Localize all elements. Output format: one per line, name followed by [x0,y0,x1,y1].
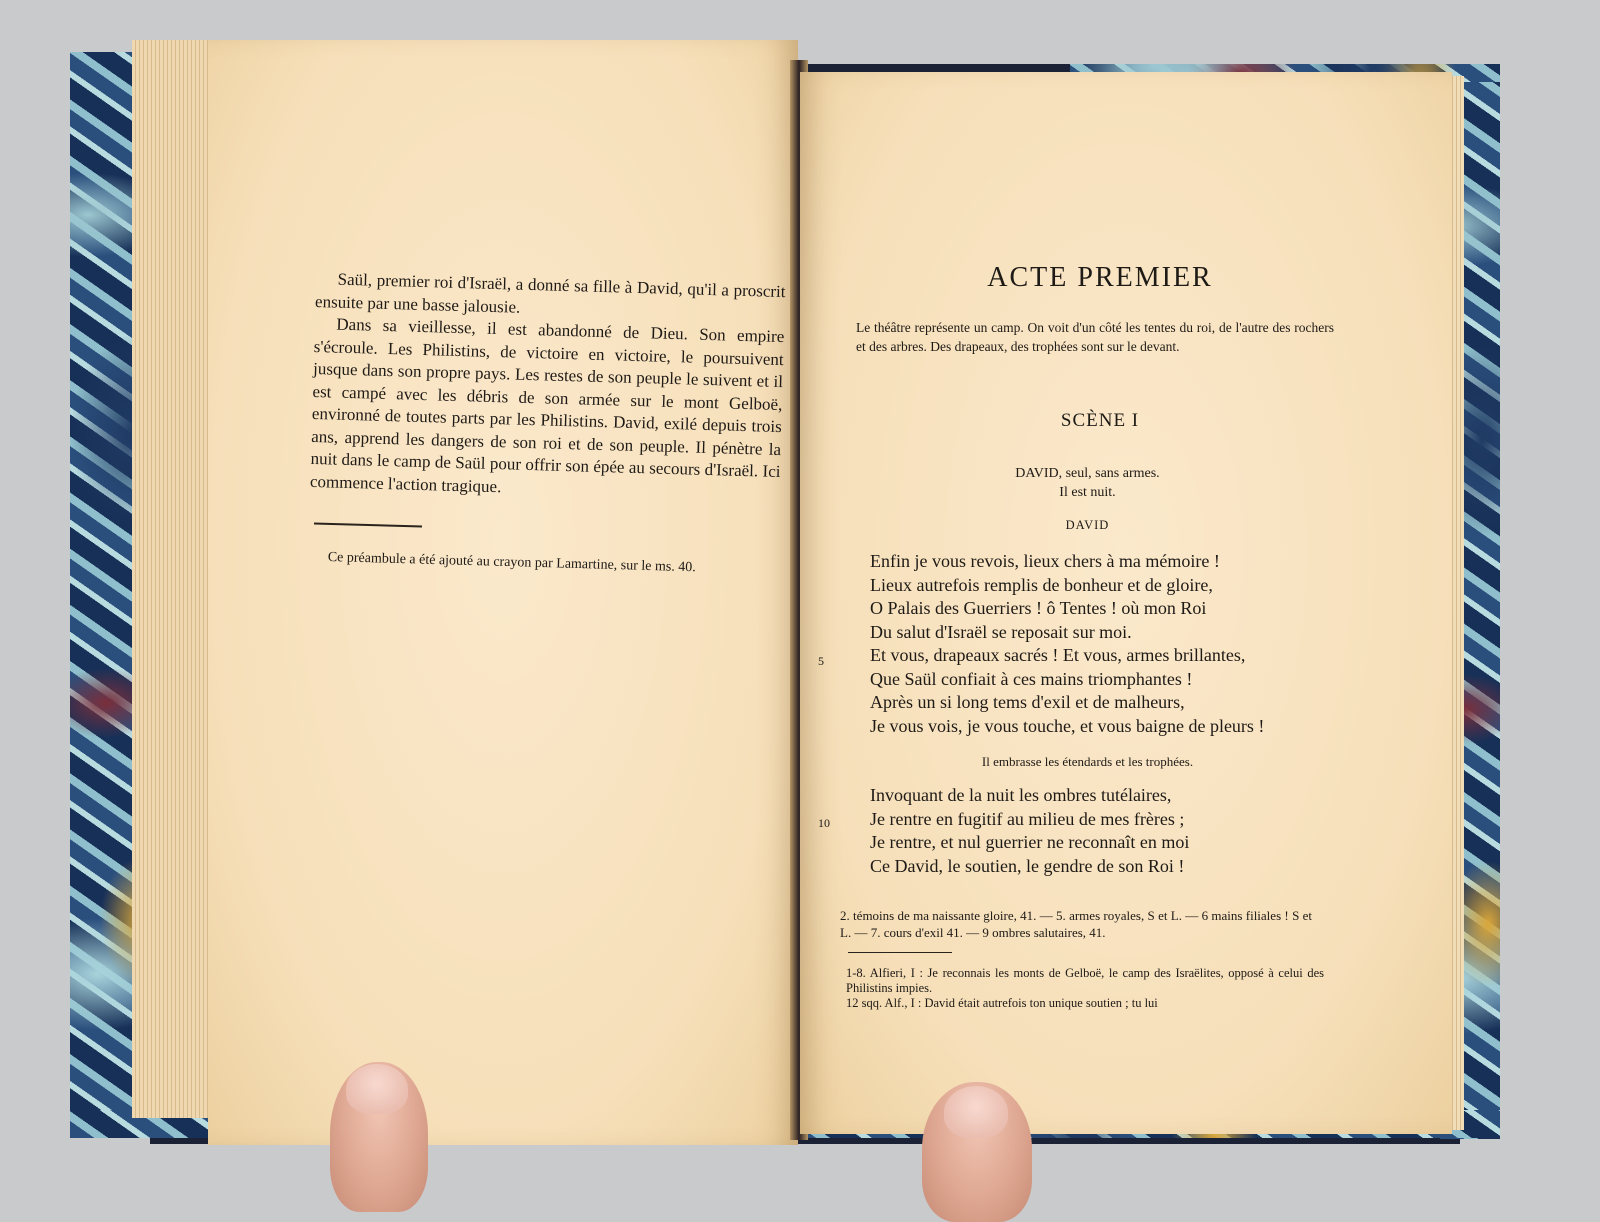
speaker-name: DAVID [1065,518,1110,532]
verse-line: Du salut d'Israël se reposait sur moi. [870,621,1132,642]
line-number-5: 5 [818,654,824,668]
preface-text [310,268,786,506]
verse-line: Je rentre en fugitif au milieu de mes frères ; [870,808,1185,829]
left-thumbnail-nail [346,1064,408,1114]
verse-block-2 [870,784,1189,878]
verse-line: Après un si long tems d'exil et de malheurs, [870,692,1185,712]
verse-line: O Palais des Guerriers ! ô Tentes ! où mon Roi [870,598,1207,618]
cast-list [800,464,1375,502]
verse-line: Enfin je vous revois, lieux chers à ma mémoire ! [870,551,1220,571]
source-note: 1-8. Alfieri, I : Je reconnais les monts de Gelboë, le camp des Israëlites, opposé à celui des Philistins impies. [846,966,1324,995]
source-note: 12 sqq. Alf., I : David était autrefois ton unique soutien ; tu lui [846,996,1158,1010]
preface-footnote: Ce préambule a été ajouté au crayon par Lamartine, sur le ms. 40. [327,550,696,576]
footnote-rule [848,952,952,953]
variants-footnote: 2. témoins de ma naissante gloire, 41. — 5. armes royales, S et L. — 6 mains filiales ! S et L. — 7. cours d'exil 41. — 9 ombres salutaires, 41. [840,908,1312,940]
scene-title: SCÈNE I [1060,410,1140,431]
preface-paragraph-1: Saül, premier roi d'Israël, a donné sa fille à David, qu'il a proscrit ensuite par une basse jalousie. [314,269,786,317]
footnote-rule [314,522,422,527]
verse-line: Je rentre, et nul guerrier ne reconnaît en moi [870,832,1190,852]
right-page [800,72,1452,1134]
stage-setting: Le théâtre représente un camp. On voit d'un côté les tentes du roi, de l'autre des rochers et des arbres. Des drapeaux, des trophées sont sur le devant. [856,320,1334,354]
time-line: Il est nuit. [1059,485,1116,500]
right-thumbnail-nail [944,1086,1008,1138]
line-number-10: 10 [818,816,830,830]
sources-footnote [846,966,1324,1011]
cast-line: DAVID, seul, sans armes. [1015,466,1160,481]
verse-line: Lieux autrefois remplis de bonheur et de gloire, [870,574,1213,595]
verse-line: Que Saül confiait à ces mains triomphantes ! [870,668,1193,689]
act-title: ACTE PREMIER [987,262,1213,293]
verse-block-1 [870,550,1264,738]
stage-direction: Il embrasse les étendards et les trophées. [981,754,1194,769]
verse-line: Ce David, le soutien, le gendre de son Roi ! [870,855,1185,876]
verse-line: Et vous, drapeaux sacrés ! Et vous, armes brillantes, [870,645,1246,665]
left-page [208,40,798,1145]
verse-line: Je vous vois, je vous touche, et vous baigne de pleurs ! [870,715,1265,736]
verse-line: Invoquant de la nuit les ombres tutélaires, [870,785,1172,805]
preface-paragraph-2: Dans sa vieillesse, il est abandonné de Dieu. Son empire s'écroule. Les Philistins, de victoire en victoire, le poursuivent jusque dans son propre pays. Les restes de son peuple le suivent et il est campé avec les débris de son armée sur le mont Gelboë, environné de toutes parts par les Philistins. David, exilé depuis trois ans, apprend les dangers de son roi et de son peuple. Il pénètre la nuit dans le camp de Saül pour offrir son épée au secours d'Israël. Ici commence l'action tragique. [309,314,785,496]
